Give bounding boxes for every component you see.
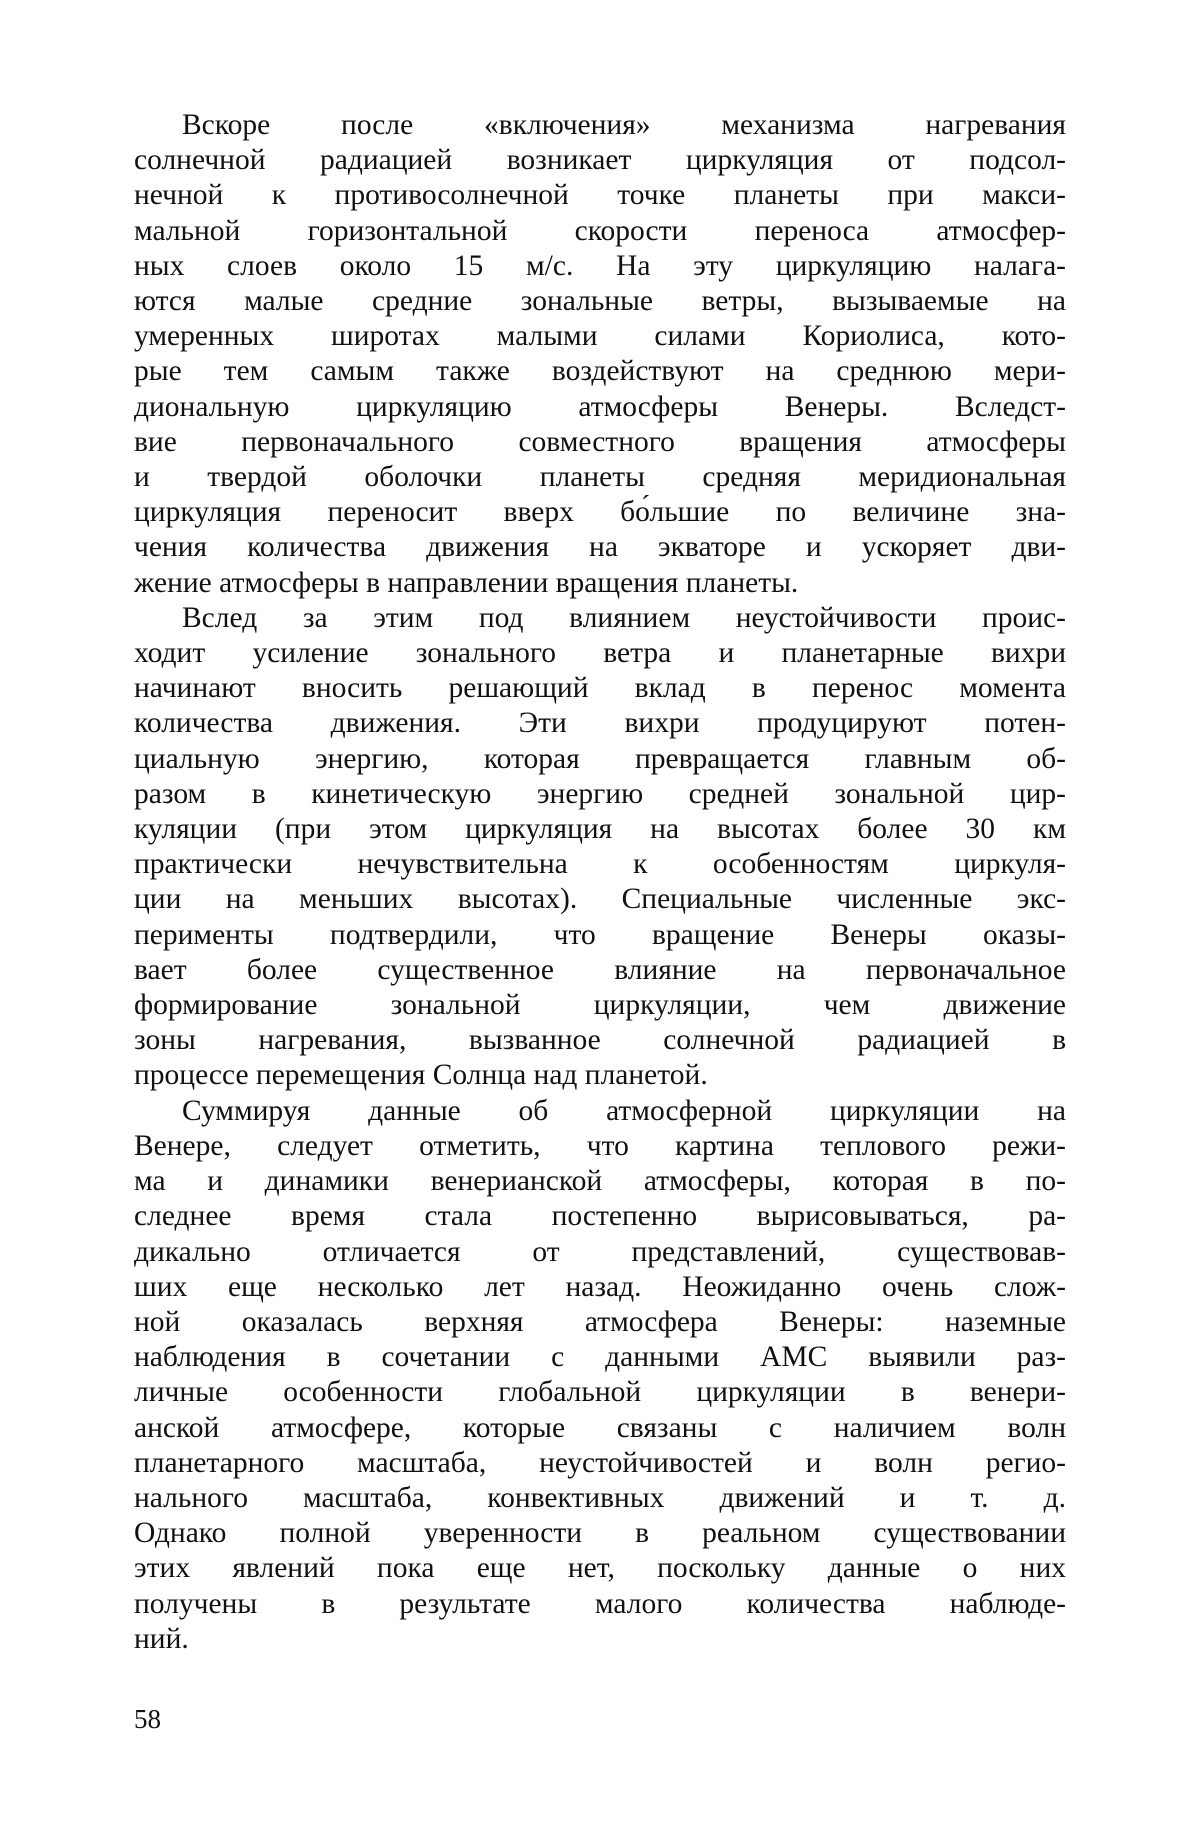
paragraph bbox=[134, 601, 1066, 1094]
text-line: Вслед за этим под влиянием неустойчивости проис- bbox=[182, 601, 1066, 634]
text-line: разом в кинетическую энергию средней зональной цир- bbox=[134, 777, 1066, 810]
text-line: Венере, следует отметить, что картина теплового режи- bbox=[134, 1129, 1066, 1162]
text-line: циркуляция переносит вверх бо́льшие по величине зна- bbox=[134, 496, 1066, 529]
text-line: процессе перемещения Солнца над планетой. bbox=[134, 1059, 708, 1092]
text-line: нального масштаба, конвективных движений и т. д. bbox=[134, 1481, 1066, 1514]
text-line: нечной к противосолнечной точке планеты при макси- bbox=[134, 179, 1066, 212]
text-line: личные особенности глобальной циркуляции в венери- bbox=[134, 1376, 1066, 1409]
text-line: ма и динамики венерианской атмосферы, которая в по- bbox=[134, 1165, 1066, 1198]
text-line: этих явлений пока еще нет, поскольку данные о них bbox=[134, 1552, 1066, 1585]
text-line: ний. bbox=[134, 1622, 189, 1655]
paragraph bbox=[134, 108, 1066, 601]
text-line: анской атмосфере, которые связаны с наличием волн bbox=[134, 1411, 1066, 1444]
text-line: следнее время стала постепенно вырисовываться, ра- bbox=[134, 1200, 1066, 1233]
text-line: ходит усиление зонального ветра и планетарные вихри bbox=[134, 637, 1066, 670]
text-line: вие первоначального совместного вращения атмосферы bbox=[134, 425, 1066, 458]
text-line: практически нечувствительна к особенностям циркуля- bbox=[134, 848, 1066, 881]
text-line: куляции (при этом циркуляция на высотах более 30 км bbox=[134, 813, 1066, 846]
text-line: зоны нагревания, вызванное солнечной радиацией в bbox=[134, 1024, 1066, 1057]
text-line: количества движения. Эти вихри продуцируют потен- bbox=[134, 707, 1066, 740]
text-line: ших еще несколько лет назад. Неожиданно очень слож- bbox=[134, 1270, 1066, 1303]
text-line: умеренных широтах малыми силами Кориолиса, кото- bbox=[134, 320, 1066, 353]
text-line: вает более существенное влияние на первоначальное bbox=[134, 953, 1066, 986]
text-line: циальную энергию, которая превращается главным об- bbox=[134, 742, 1066, 775]
text-line: диональную циркуляцию атмосферы Венеры. Вследст- bbox=[134, 390, 1066, 423]
text-line: рые тем самым также воздействуют на среднюю мери- bbox=[134, 355, 1066, 388]
text-line: ных слоев около 15 м/с. На эту циркуляцию налага- bbox=[134, 249, 1066, 282]
text-line: мальной горизонтальной скорости переноса атмосфер- bbox=[134, 214, 1066, 247]
text-line: планетарного масштаба, неустойчивостей и волн регио- bbox=[134, 1446, 1066, 1479]
text-line: Вскоре после «включения» механизма нагревания bbox=[182, 109, 1066, 141]
text-line: ются малые средние зональные ветры, вызываемые на bbox=[134, 285, 1066, 318]
text-line: чения количества движения на экваторе и ускоряет дви- bbox=[134, 531, 1066, 564]
text-line: получены в результате малого количества наблюде- bbox=[134, 1587, 1066, 1620]
text-line: дикально отличается от представлений, существовав- bbox=[134, 1235, 1066, 1268]
text-line: начинают вносить решающий вклад в перенос момента bbox=[134, 672, 1066, 705]
page-number: 58 bbox=[134, 1704, 161, 1734]
text-line: перименты подтвердили, что вращение Венеры оказы- bbox=[134, 918, 1066, 951]
text-line: солнечной радиацией возникает циркуляция от подсол- bbox=[134, 144, 1066, 177]
text-line: формирование зональной циркуляции, чем движение bbox=[134, 989, 1066, 1022]
paragraph bbox=[134, 1094, 1066, 1657]
text-line: жение атмосферы в направлении вращения планеты. bbox=[134, 566, 799, 599]
text-line: ной оказалась верхняя атмосфера Венеры: наземные bbox=[134, 1305, 1066, 1338]
body-text bbox=[134, 108, 1066, 1657]
text-line: и твердой оболочки планеты средняя меридиональная bbox=[134, 461, 1066, 494]
text-line: Однако полной уверенности в реальном существовании bbox=[134, 1517, 1066, 1550]
text-line: Суммируя данные об атмосферной циркуляции на bbox=[182, 1094, 1066, 1127]
text-line: ции на меньших высотах). Специальные численные экс- bbox=[134, 883, 1066, 916]
text-line: наблюдения в сочетании с данными АМС выявили раз- bbox=[134, 1341, 1066, 1374]
